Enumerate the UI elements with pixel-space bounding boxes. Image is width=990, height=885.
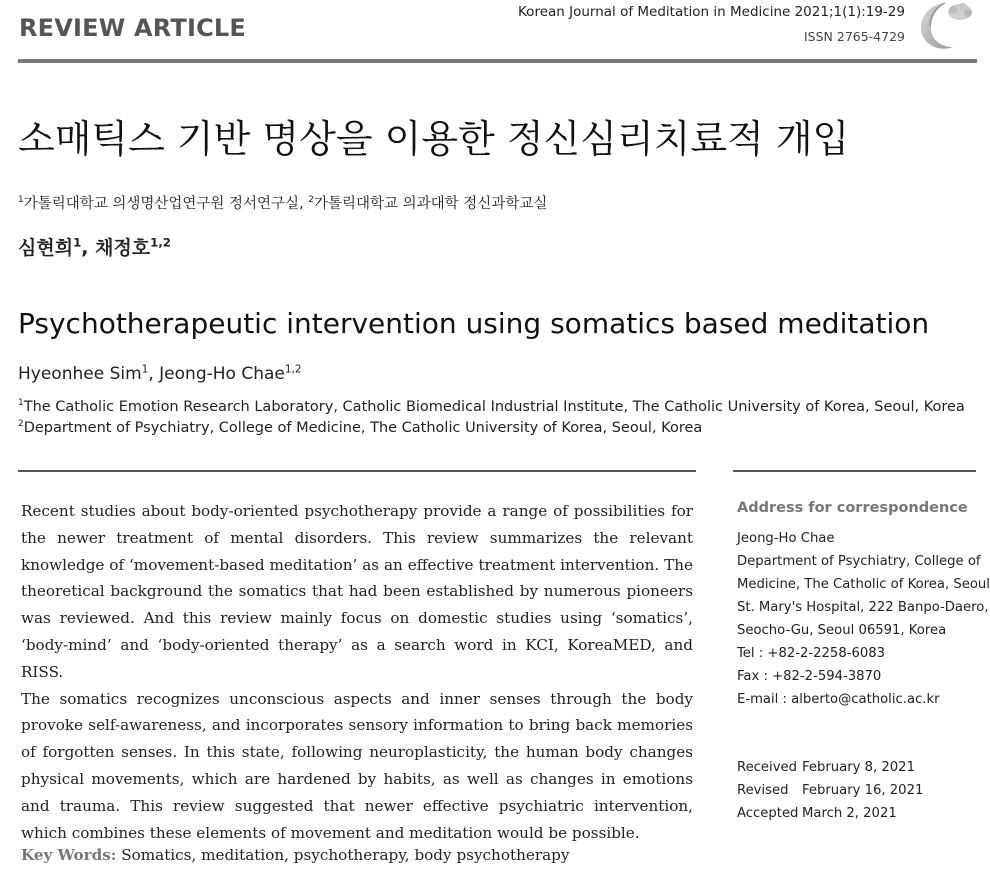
journal-logo-icon xyxy=(915,0,977,52)
abstract-paragraph-1: Recent studies about body-oriented psychotherapy provide a range of possibilities for the newer treatment of mental disorders. This review summarizes the relevant knowledge of ‘movement-based meditation’ as an effective treatment intervention. The theoretical background the somatics that had been established by numerous pioneers was reviewed. And this review mainly focus on domestic studies using ‘somatics’, ‘body-mind’ and ‘body-oriented therapy’ as a search word in KCI, KoreaMED, and RISS. xyxy=(21,502,693,681)
correspondence-address xyxy=(737,527,990,711)
correspondence-fax: Fax : +82-2-594-3870 xyxy=(737,669,882,684)
korean-title: 소매틱스 기반 명상을 이용한 정신심리치료적 개입 xyxy=(18,117,850,161)
author-separator: , xyxy=(148,364,160,384)
date-value: February 8, 2021 xyxy=(802,760,915,775)
journal-citation: Korean Journal of Meditation in Medicine 2021;1(1):19-29 xyxy=(518,4,905,20)
korean-authors xyxy=(18,233,171,260)
korean-author-2: 채정호 xyxy=(95,237,151,259)
affiliation-mark: 1 xyxy=(18,195,24,206)
correspondence-email: E-mail : alberto@catholic.ac.kr xyxy=(737,692,940,707)
affiliation-mark: 2 xyxy=(308,195,315,206)
affiliation-mark: 1 xyxy=(18,398,24,409)
date-row xyxy=(737,802,923,825)
korean-affiliation-1: 가톨릭대학교 의생명산업연구원 정서연구실, xyxy=(23,196,309,212)
english-author-1: Hyeonhee Sim xyxy=(18,364,142,384)
header-rule xyxy=(18,59,977,63)
english-affiliation-2 xyxy=(18,420,702,436)
keywords-label: Key Words: xyxy=(21,846,117,864)
date-row xyxy=(737,756,923,779)
correspondence-line: Department of Psychiatry, College of xyxy=(737,554,981,569)
date-value: March 2, 2021 xyxy=(802,806,897,821)
correspondence-line: St. Mary's Hospital, 222 Banpo-Daero, xyxy=(737,600,989,615)
korean-affiliations xyxy=(18,192,547,213)
date-label: Revised xyxy=(737,783,789,798)
date-label: Received xyxy=(737,760,797,775)
article-type-label: REVIEW ARTICLE xyxy=(19,14,246,42)
english-authors xyxy=(18,364,302,384)
date-row xyxy=(737,779,923,802)
author-separator: , xyxy=(81,237,96,259)
correspondence-name: Jeong-Ho Chae xyxy=(737,531,835,546)
english-affiliation-1-text: The Catholic Emotion Research Laboratory, Catholic Biomedical Industrial Institute, The Catholic University of Korea, Seoul, Korea xyxy=(23,399,965,415)
correspondence-line: Medicine, The Catholic of Korea, Seoul xyxy=(737,577,990,592)
english-affiliation-2-text: Department of Psychiatry, College of Medicine, The Catholic University of Korea, Seoul, Korea xyxy=(23,420,703,436)
english-title: Psychotherapeutic intervention using somatics based meditation xyxy=(18,307,930,340)
abstract-paragraph-2: The somatics recognizes unconscious aspects and inner senses through the body provoke self-awareness, and incorporates sensory information to bring back memories of forgotten senses. In this state, following neuroplasticity, the human body changes physical movements, which are hardened by habits, as well as changes in emotions and trauma. This review suggested that newer effective psychiatric intervention, which combines these elements of movement and meditation would be possible. xyxy=(21,689,693,842)
correspondence-tel: Tel : +82-2-2258-6083 xyxy=(737,646,886,661)
date-value: February 16, 2021 xyxy=(802,783,924,798)
correspondence-heading: Address for correspondence xyxy=(737,500,968,516)
article-dates xyxy=(737,756,923,825)
affiliation-mark: 1 xyxy=(73,235,82,250)
sidebar-rule xyxy=(733,470,976,472)
affiliation-mark: 1,2 xyxy=(150,235,171,250)
date-label: Accepted xyxy=(737,806,799,821)
english-affiliation-1 xyxy=(18,399,965,415)
abstract xyxy=(21,498,693,846)
affiliation-mark: 1,2 xyxy=(284,363,302,376)
keywords xyxy=(21,846,569,864)
korean-author-1: 심현희 xyxy=(18,237,74,259)
abstract-rule xyxy=(18,470,696,472)
affiliation-mark: 2 xyxy=(18,419,24,430)
correspondence-line: Seocho-Gu, Seoul 06591, Korea xyxy=(737,623,947,638)
english-author-2: Jeong-Ho Chae xyxy=(159,364,285,384)
keywords-text: Somatics, meditation, psychotherapy, body psychotherapy xyxy=(121,846,570,864)
affiliation-mark: 1 xyxy=(141,363,149,376)
issn: ISSN 2765-4729 xyxy=(803,29,905,44)
korean-affiliation-2: 가톨릭대학교 의과대학 정신과학교실 xyxy=(314,196,548,212)
